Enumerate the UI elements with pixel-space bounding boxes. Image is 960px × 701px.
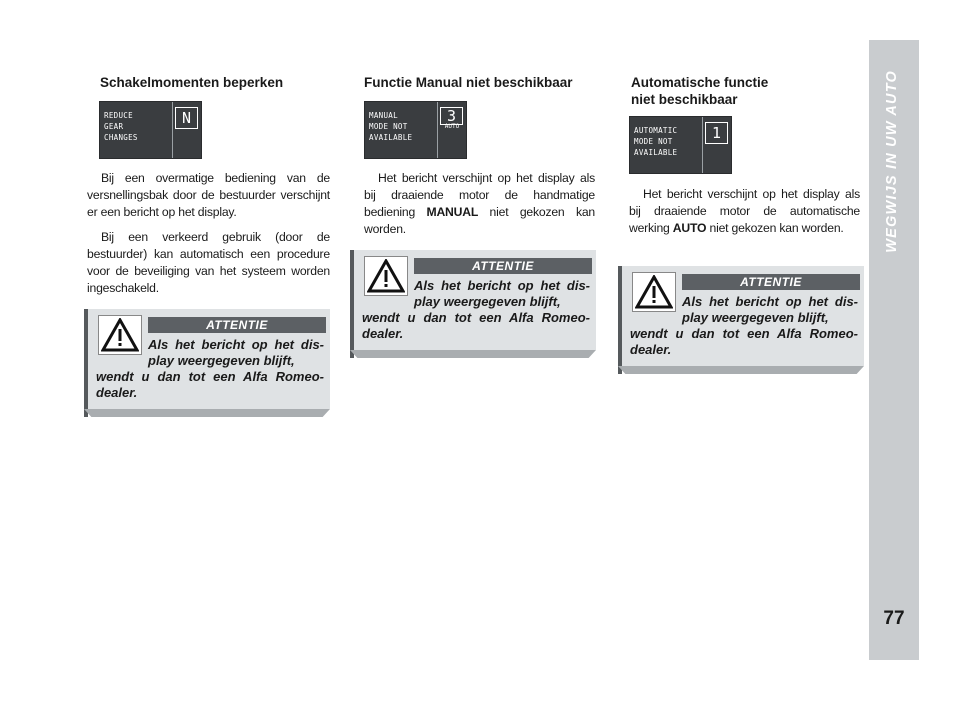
col2-warning-box [350, 250, 598, 360]
warning-label: ATTENTIE [414, 258, 592, 274]
gear-indicator: 1 [705, 122, 728, 144]
col1-warning-box [84, 309, 332, 419]
col2-heading: Functie Manual niet beschikbaar [364, 75, 573, 90]
display-lines: AUTOMATIC MODE NOT AVAILABLE [634, 126, 678, 157]
gear-indicator: N [175, 107, 198, 129]
warning-text: Als het bericht op het dis-play weergegeven blijft, wendt u dan tot een Alfa Romeo-dealer. [362, 278, 590, 341]
warning-text: Als het bericht op het dis-play weergegeven blijft, wendt u dan tot een Alfa Romeo-dealer. [630, 294, 858, 357]
display-lines: REDUCE GEAR CHANGES [104, 111, 138, 142]
gear-mode-label: AUTO [444, 123, 460, 130]
col1-body: Bij een overmatige bediening van de versnellingsbak door de bestuurder verschijnt er een bericht op het display. Bij een verkeerd gebruik (door de bestuurder) kan automatisch een procedure voor de beveiliging van het systeem worden ingeschakeld. [87, 171, 330, 295]
col3-warning-box [618, 266, 866, 376]
col2-body: Het bericht verschijnt op het display als bij draaiende motor de handmatige bediening MANUAL niet gekozen kan worden. [364, 171, 595, 236]
col1-display-panel [99, 101, 202, 159]
warning-label: ATTENTIE [148, 317, 326, 333]
col3-display-panel [629, 116, 732, 174]
warning-text: Als het bericht op het dis-play weergegeven blijft, wendt u dan tot een Alfa Romeo-dealer. [96, 337, 324, 400]
warning-label: ATTENTIE [682, 274, 860, 290]
page-number: 77 [883, 608, 905, 629]
display-lines: MANUAL MODE NOT AVAILABLE [369, 111, 413, 142]
col3-heading: Automatische functie niet beschikbaar [631, 75, 769, 107]
col2-display-panel [364, 101, 467, 159]
col3-body: Het bericht verschijnt op het display als bij draaiende motor de automatische werking AUTO niet gekozen kan worden. [629, 187, 860, 235]
col1-heading: Schakelmomenten beperken [100, 75, 284, 90]
gear-indicator: 3 [440, 107, 463, 125]
section-title: WEGWIJS IN UW AUTO [884, 70, 900, 253]
